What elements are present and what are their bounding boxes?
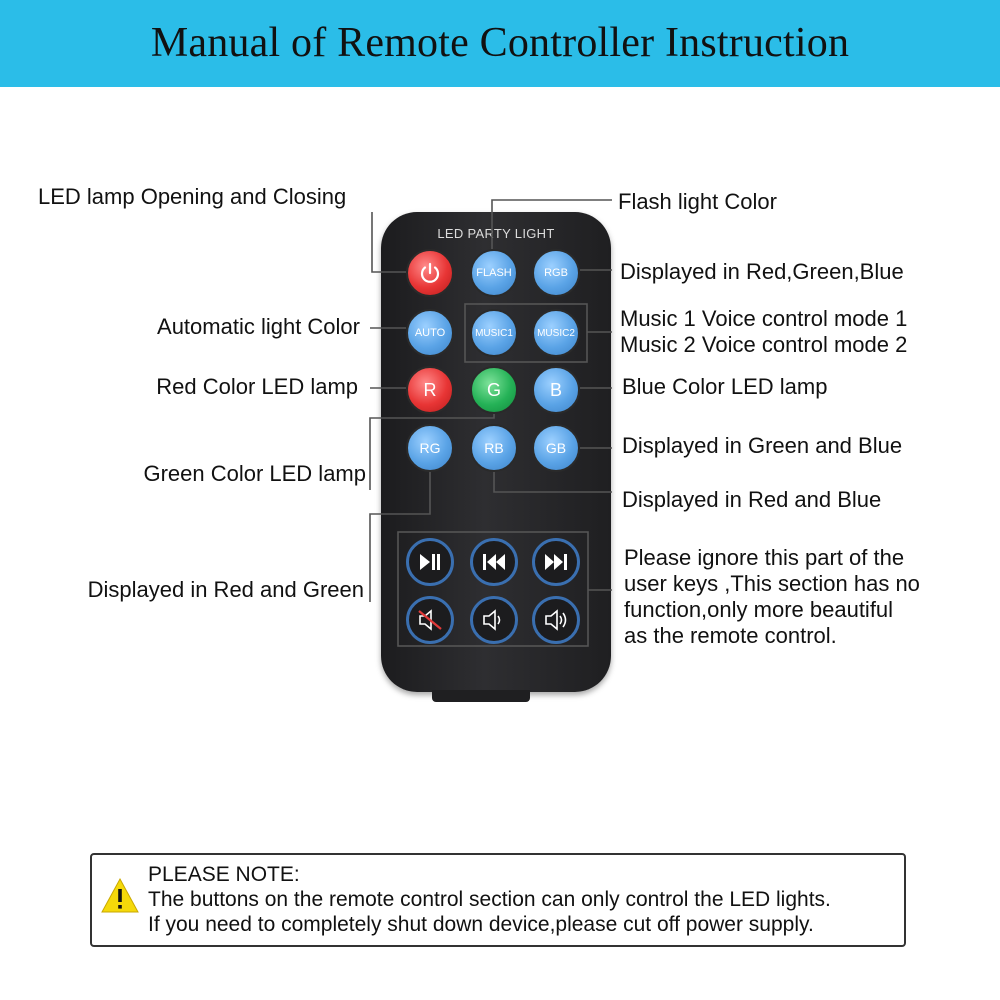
label-green: Green Color LED lamp [143,461,366,486]
note-line-1: The buttons on the remote control section can only control the LED lights. [148,888,831,911]
label-blue: Blue Color LED lamp [622,374,828,399]
label-music1: Music 1 Voice control mode 1 [620,306,908,331]
label-ignore-2: user keys ,This section has no [624,571,920,596]
label-music2: Music 2 Voice control mode 2 [620,332,908,357]
page-title: Manual of Remote Controller Instruction [150,20,850,66]
gb-button[interactable]: GB [532,424,580,472]
label-flash: Flash light Color [618,189,777,214]
note-heading: PLEASE NOTE: [148,863,300,886]
g-button[interactable]: G [470,366,518,414]
label-ignore-3: function,only more beautiful [624,597,894,622]
rg-button[interactable]: RG [406,424,454,472]
label-rb: Displayed in Red and Blue [622,487,882,512]
label-gb: Displayed in Green and Blue [622,433,903,458]
label-ignore-4: as the remote control. [624,623,837,648]
flash-button[interactable]: FLASH [470,249,518,297]
label-rgb: Displayed in Red,Green,Blue [620,259,904,284]
label-auto: Automatic light Color [157,314,360,339]
label-rg: Displayed in Red and Green [87,577,364,602]
label-ignore-1: Please ignore this part of the [624,545,905,570]
rgb-button[interactable]: RGB [532,249,580,297]
remote-brand: LED PARTY LIGHT [437,226,555,241]
label-red: Red Color LED lamp [156,374,358,399]
warning-icon [100,877,140,915]
music2-button[interactable]: MUSIC2 [532,309,580,357]
note-line-2: If you need to completely shut down device,please cut off power supply. [148,913,814,936]
r-button[interactable]: R [406,366,454,414]
music1-button[interactable]: MUSIC1 [470,309,518,357]
rb-button[interactable]: RB [470,424,518,472]
auto-button[interactable]: AUTO [406,309,454,357]
label-power: LED lamp Opening and Closing [38,184,347,209]
b-button[interactable]: B [532,366,580,414]
